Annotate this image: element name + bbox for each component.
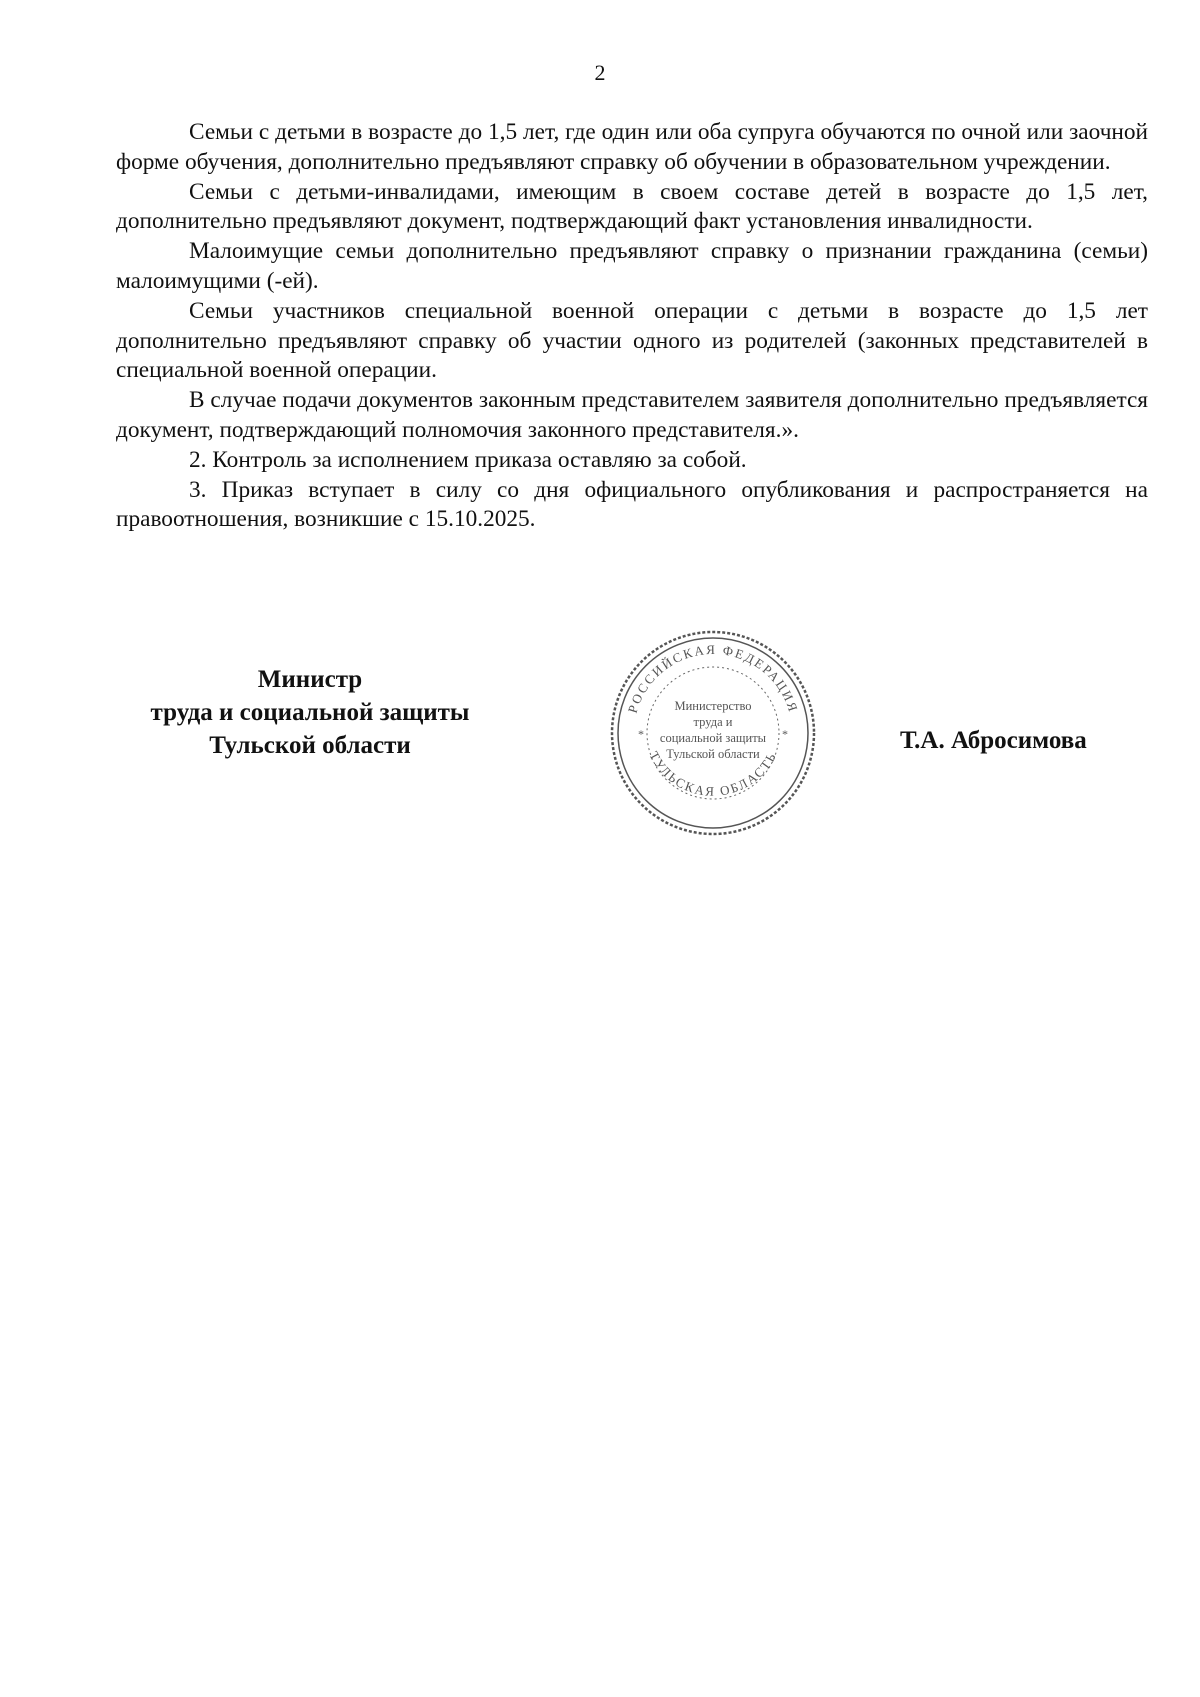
seal-center-line: труда и [693, 715, 733, 729]
document-body [116, 118, 1148, 535]
signatory-position [110, 663, 510, 762]
page-number: 2 [594, 60, 606, 85]
seal-center-line: социальной защиты [659, 731, 767, 745]
seal-star-left: * [638, 727, 644, 741]
signatory-name: Т.А. Абросимова [900, 727, 1087, 754]
position-line: труда и социальной защиты [150, 699, 470, 726]
paragraph: 3. Приказ вступает в силу со дня официального опубликования и распространяется на правоотношения, возникшие с 15.10.2025. [116, 476, 1148, 533]
paragraph: Семьи участников специальной военной операции с детьми в возрасте до 1,5 лет дополнительно предъявляют справку об участии одного из родителей (законных представителей в специальной военной операции. [116, 297, 1148, 384]
paragraph: Семьи с детьми-инвалидами, имеющим в своем составе детей в возрасте до 1,5 лет, дополнительно предъявляют документ, подтверждающий факт установления инвалидности. [116, 178, 1148, 235]
paragraph: В случае подачи документов законным представителем заявителя дополнительно предъявляется документ, подтверждающий полномочия законного представителя.». [116, 387, 1148, 443]
paragraph: Семьи с детьми в возрасте до 1,5 лет, где один или оба супруга обучаются по очной или заочной форме обучения, дополнительно предъявляют справку об обучении в образовательном учреждении. [116, 119, 1148, 175]
seal-center-line: Тульской области [666, 747, 760, 761]
paragraph: Малоимущие семьи дополнительно предъявляют справку о признании гражданина (семьи) малоимущими (-ей). [116, 238, 1148, 294]
seal-outer-text-top: РОССИЙСКАЯ ФЕДЕРАЦИЯ [624, 641, 802, 715]
position-line: Тульской области [209, 732, 411, 759]
official-seal [606, 626, 820, 840]
seal-star-right: * [782, 727, 788, 741]
seal-outer-text-bottom: ТУЛЬСКАЯ ОБЛАСТЬ [646, 748, 780, 799]
seal-center-line: Министерство [674, 699, 752, 713]
position-line: Министр [257, 666, 363, 693]
paragraph: 2. Контроль за исполнением приказа оставляю за собой. [189, 446, 747, 473]
